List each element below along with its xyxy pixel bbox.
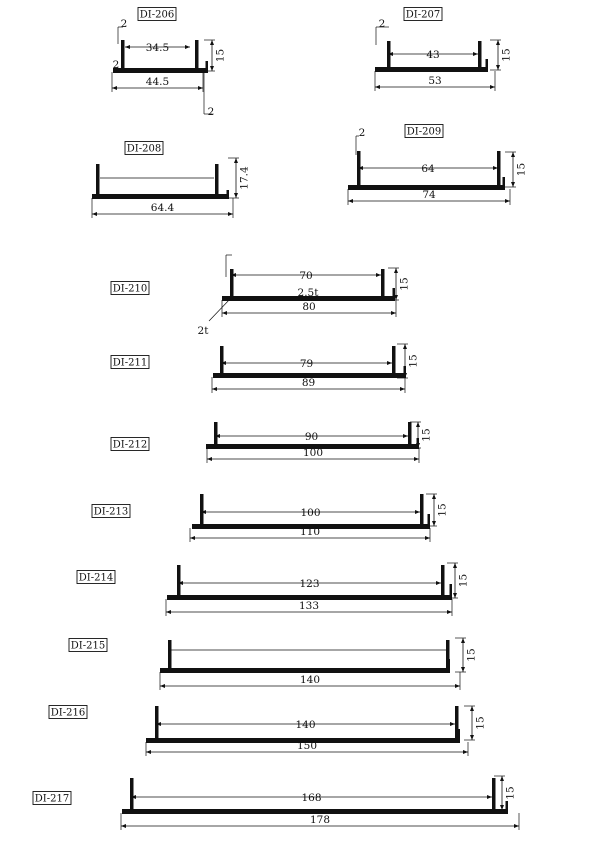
inner-width: 140	[295, 719, 316, 731]
outer-width: 89	[301, 377, 316, 389]
profile-wall-left	[200, 494, 204, 524]
profile-wall-right	[478, 41, 482, 67]
profile-wall-left	[155, 706, 159, 738]
arrowhead	[166, 610, 171, 614]
profile-base	[160, 668, 450, 673]
outer-width: 178	[309, 814, 331, 826]
arrowhead	[511, 182, 515, 187]
arrowhead	[425, 536, 430, 540]
base-note: 2.5t	[297, 287, 319, 299]
arrowhead	[414, 457, 419, 461]
leader-line	[209, 299, 230, 321]
profile-wall-right	[215, 164, 219, 194]
height-dimension: 15	[214, 48, 227, 63]
arrowhead	[511, 152, 515, 157]
arrowhead	[394, 268, 398, 273]
profile-wall-left	[177, 565, 181, 595]
profile-di-209	[348, 125, 528, 206]
inner-width: 70	[299, 270, 313, 282]
profile-id: DI-216	[50, 707, 86, 719]
profile-lip	[448, 659, 451, 668]
profile-wall-right	[392, 346, 396, 373]
profile-di-216	[49, 706, 487, 757]
arrowhead	[92, 212, 97, 216]
profile-lip	[450, 584, 453, 595]
arrowhead	[461, 638, 465, 643]
left-note: 2	[112, 59, 120, 71]
arrowhead	[470, 735, 474, 740]
profile-di-207	[375, 8, 513, 92]
profile-di-215	[69, 638, 478, 690]
profile-lip	[486, 59, 489, 67]
outer-width: 74	[422, 189, 436, 201]
height-dimension: 15	[407, 354, 420, 368]
profile-id: DI-211	[112, 357, 148, 369]
outer-width: 80	[302, 301, 316, 313]
arrowhead	[212, 387, 217, 391]
arrowhead	[146, 750, 151, 754]
arrowhead	[496, 40, 500, 45]
outer-width: 140	[299, 674, 321, 686]
profile-id: DI-214	[78, 572, 114, 584]
inner-width: 43	[426, 49, 440, 61]
arrowhead	[415, 510, 420, 514]
profile-wall-right	[408, 422, 412, 444]
outer-width: 53	[428, 75, 442, 87]
inner-width: 100	[300, 507, 321, 519]
height-dimension: 15	[515, 162, 528, 177]
profile-id: DI-209	[406, 126, 442, 138]
profile-wall-left	[168, 640, 172, 668]
arrowhead	[455, 684, 460, 688]
height-dimension: 15	[500, 48, 513, 62]
profile-lip	[506, 801, 509, 809]
profile-wall-left	[130, 778, 134, 809]
profile-lip	[393, 288, 396, 296]
profile-base	[92, 194, 229, 199]
arrowhead	[112, 86, 117, 90]
arrowhead	[432, 494, 436, 499]
profile-id: DI-215	[70, 640, 106, 652]
arrowhead	[450, 722, 455, 726]
arrowhead	[185, 45, 190, 49]
profile-wall-left	[121, 40, 125, 68]
profile-di-212	[111, 422, 433, 463]
outer-width: 133	[298, 600, 320, 612]
profile-id: DI-207	[405, 9, 441, 21]
profile-lip	[206, 61, 209, 68]
profile-wall-right	[441, 565, 445, 595]
profile-lip	[227, 190, 230, 194]
arrowhead	[210, 66, 214, 71]
inner-width: 64	[421, 163, 435, 175]
profile-wall-left	[96, 164, 100, 194]
arrowhead	[463, 750, 468, 754]
arrowhead	[461, 667, 465, 672]
arrowhead	[375, 85, 380, 89]
arrowhead	[376, 273, 381, 277]
inner-width: 123	[299, 578, 320, 590]
arrowhead	[447, 610, 452, 614]
inner-width: 90	[304, 431, 319, 443]
arrowhead	[121, 824, 126, 828]
inner-width: 168	[301, 792, 322, 804]
arrowhead	[160, 684, 165, 688]
wall-note: 2t	[197, 325, 209, 337]
profile-wall-left	[214, 422, 218, 444]
arrowhead	[207, 457, 212, 461]
top-note: 2	[378, 18, 386, 30]
outer-width: 44.5	[145, 76, 170, 88]
arrowhead	[234, 158, 238, 163]
profile-base	[375, 67, 488, 72]
top-note: 2	[120, 18, 128, 30]
arrowhead	[416, 422, 420, 427]
arrowhead	[473, 52, 478, 56]
arrowhead	[487, 795, 492, 799]
arrowhead	[505, 199, 510, 203]
profile-di-210	[111, 255, 411, 337]
inner-width: 79	[299, 358, 314, 370]
arrowhead	[500, 776, 504, 781]
height-dimension: 15	[398, 277, 411, 291]
arrowhead	[228, 212, 233, 216]
top-note: 2	[358, 127, 366, 139]
arrowhead	[391, 311, 396, 315]
height-dimension: 15	[465, 648, 478, 662]
profile-id: DI-210	[112, 283, 148, 295]
height-dimension: 15	[457, 573, 470, 588]
height-dimension: 15	[504, 786, 517, 800]
profile-id: DI-208	[126, 143, 162, 155]
arrowhead	[432, 521, 436, 526]
arrowhead	[400, 387, 405, 391]
arrowhead	[222, 311, 227, 315]
arrowhead	[403, 434, 408, 438]
arrowhead	[234, 193, 238, 198]
arrowhead	[490, 85, 495, 89]
height-dimension: 15	[436, 503, 449, 517]
outer-width: 110	[299, 526, 321, 538]
arrowhead	[453, 563, 457, 568]
profile-wall-left	[220, 346, 224, 373]
height-dimension: 15	[420, 428, 433, 442]
bottom-note: 2	[207, 106, 215, 118]
arrowhead	[436, 581, 441, 585]
arrowhead	[403, 344, 407, 349]
profile-wall-right	[492, 778, 496, 809]
profile-lip	[458, 729, 461, 738]
inner-width: 34.5	[145, 42, 170, 54]
profile-wall-right	[420, 494, 424, 524]
height-dimension: 17.4	[238, 166, 251, 190]
profile-wall-left	[230, 269, 234, 296]
profile-id: DI-206	[139, 9, 175, 21]
arrowhead	[198, 86, 203, 90]
arrowhead	[210, 40, 214, 45]
arrowhead	[470, 706, 474, 711]
arrowhead	[190, 536, 195, 540]
profile-base	[113, 68, 208, 73]
arrowhead	[348, 199, 353, 203]
profile-di-208	[92, 142, 251, 219]
profile-di-206	[112, 8, 227, 119]
profile-di-214	[77, 563, 470, 616]
profile-di-217	[33, 776, 519, 830]
arrowhead	[387, 361, 392, 365]
height-dimension: 15	[474, 716, 487, 730]
profile-lip	[503, 177, 506, 185]
profile-id: DI-212	[112, 439, 148, 451]
outer-width: 64.4	[150, 202, 175, 214]
arrowhead	[125, 45, 130, 49]
outer-width: 150	[296, 740, 318, 752]
profile-wall-right	[381, 269, 385, 296]
profile-lip	[428, 514, 431, 524]
outer-width: 100	[302, 447, 324, 459]
profile-id: DI-217	[34, 793, 70, 805]
arrowhead	[514, 824, 519, 828]
arrowhead	[496, 65, 500, 70]
profile-di-211	[111, 344, 420, 393]
profile-id: DI-213	[93, 506, 129, 518]
profile-wall-right	[195, 40, 199, 68]
profile-di-213	[92, 494, 449, 542]
arrowhead	[453, 593, 457, 598]
